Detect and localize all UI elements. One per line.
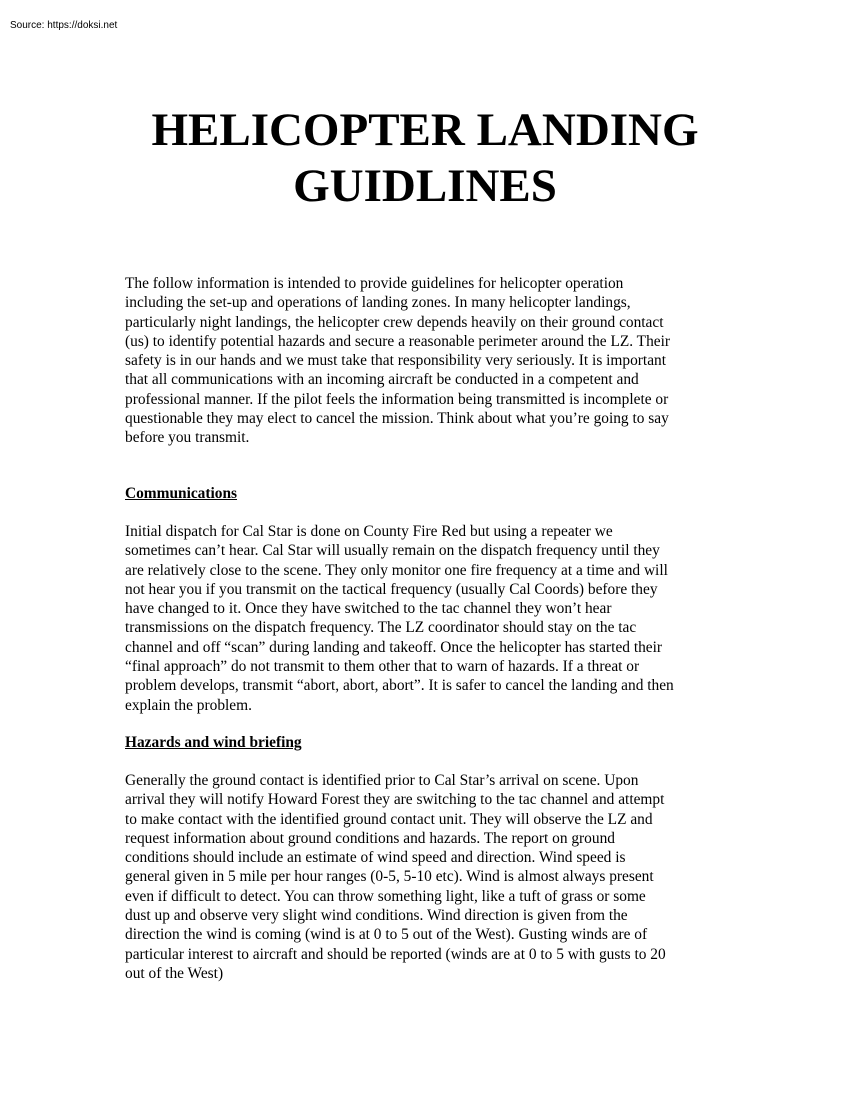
intro-line: particularly night landings, the helicopter crew depends heavily on their ground contact bbox=[125, 313, 664, 331]
communications-line: transmissions on the dispatch frequency. The LZ coordinator should stay on the tac bbox=[125, 619, 637, 637]
hazards-line: general given in 5 mile per hour ranges (0-5, 5-10 etc). Wind is almost always present bbox=[125, 868, 654, 886]
intro-line: questionable they may elect to cancel the mission. Think about what you’re going to say bbox=[125, 410, 669, 428]
hazards-line: dust up and observe very slight wind conditions. Wind direction is given from the bbox=[125, 907, 628, 925]
communications-paragraph bbox=[125, 522, 735, 715]
communications-line: problem develops, transmit “abort, abort, abort”. It is safer to cancel the landing and then bbox=[125, 677, 674, 695]
communications-heading: Communications bbox=[125, 485, 238, 502]
intro-paragraph bbox=[125, 274, 735, 448]
communications-line: Initial dispatch for Cal Star is done on County Fire Red but using a repeater we bbox=[125, 523, 613, 540]
intro-line: before you transmit. bbox=[125, 429, 250, 447]
hazards-line: direction the wind is coming (wind is at 0 to 5 out of the West). Gusting winds are of bbox=[125, 926, 648, 944]
page-title-line-2: GUIDLINES bbox=[293, 160, 557, 212]
hazards-paragraph bbox=[125, 771, 735, 983]
hazards-line: to make contact with the identified ground contact unit. They will observe the LZ and bbox=[125, 810, 653, 828]
communications-line: explain the problem. bbox=[125, 696, 252, 714]
communications-line: are relatively close to the scene. They only monitor one fire frequency at a time and will bbox=[125, 561, 668, 579]
intro-line: The follow information is intended to provide guidelines for helicopter operation bbox=[125, 275, 624, 292]
page-title bbox=[100, 102, 750, 214]
intro-line: professional manner. If the pilot feels the information being transmitted is incomplete or bbox=[125, 390, 669, 408]
hazards-line: Generally the ground contact is identified prior to Cal Star’s arrival on scene. Upon bbox=[125, 772, 639, 789]
hazards-line: particular interest to aircraft and should be reported (winds are at 0 to 5 with gusts to 20 bbox=[125, 945, 666, 963]
intro-line: safety is in our hands and we must take that responsibility very seriously. It is important bbox=[125, 352, 667, 370]
hazards-line: out of the West) bbox=[125, 964, 224, 982]
hazards-line: conditions should include an estimate of wind speed and direction. Wind speed is bbox=[125, 849, 626, 867]
hazards-line: even if difficult to detect. You can throw something light, like a tuft of grass or some bbox=[125, 887, 646, 905]
communications-line: channel and off “scan” during landing and takeoff. Once the helicopter has started their bbox=[125, 638, 663, 656]
hazards-line: request information about ground conditions and hazards. The report on ground bbox=[125, 829, 615, 847]
intro-line: that all communications with an incoming aircraft be conducted in a competent and bbox=[125, 371, 639, 389]
page-title-line-1: HELICOPTER LANDING bbox=[151, 104, 699, 156]
hazards-heading: Hazards and wind briefing bbox=[125, 734, 302, 751]
communications-line: have changed to it. Once they have switched to the tac channel they won’t hear bbox=[125, 600, 612, 618]
communications-line: not hear you if you transmit on the tactical frequency (usually Cal Coords) before they bbox=[125, 580, 658, 598]
source-citation: Source: https://doksi.net bbox=[10, 20, 118, 31]
hazards-line: arrival they will notify Howard Forest they are switching to the tac channel and attempt bbox=[125, 791, 665, 809]
communications-line: sometimes can’t hear. Cal Star will usually remain on the dispatch frequency until they bbox=[125, 542, 660, 560]
intro-line: including the set-up and operations of landing zones. In many helicopter landings, bbox=[125, 294, 631, 312]
intro-line: (us) to identify potential hazards and secure a reasonable perimeter around the LZ. Their bbox=[125, 332, 671, 350]
communications-line: “final approach” do not transmit to them other that to warn of hazards. If a threat or bbox=[125, 658, 640, 676]
